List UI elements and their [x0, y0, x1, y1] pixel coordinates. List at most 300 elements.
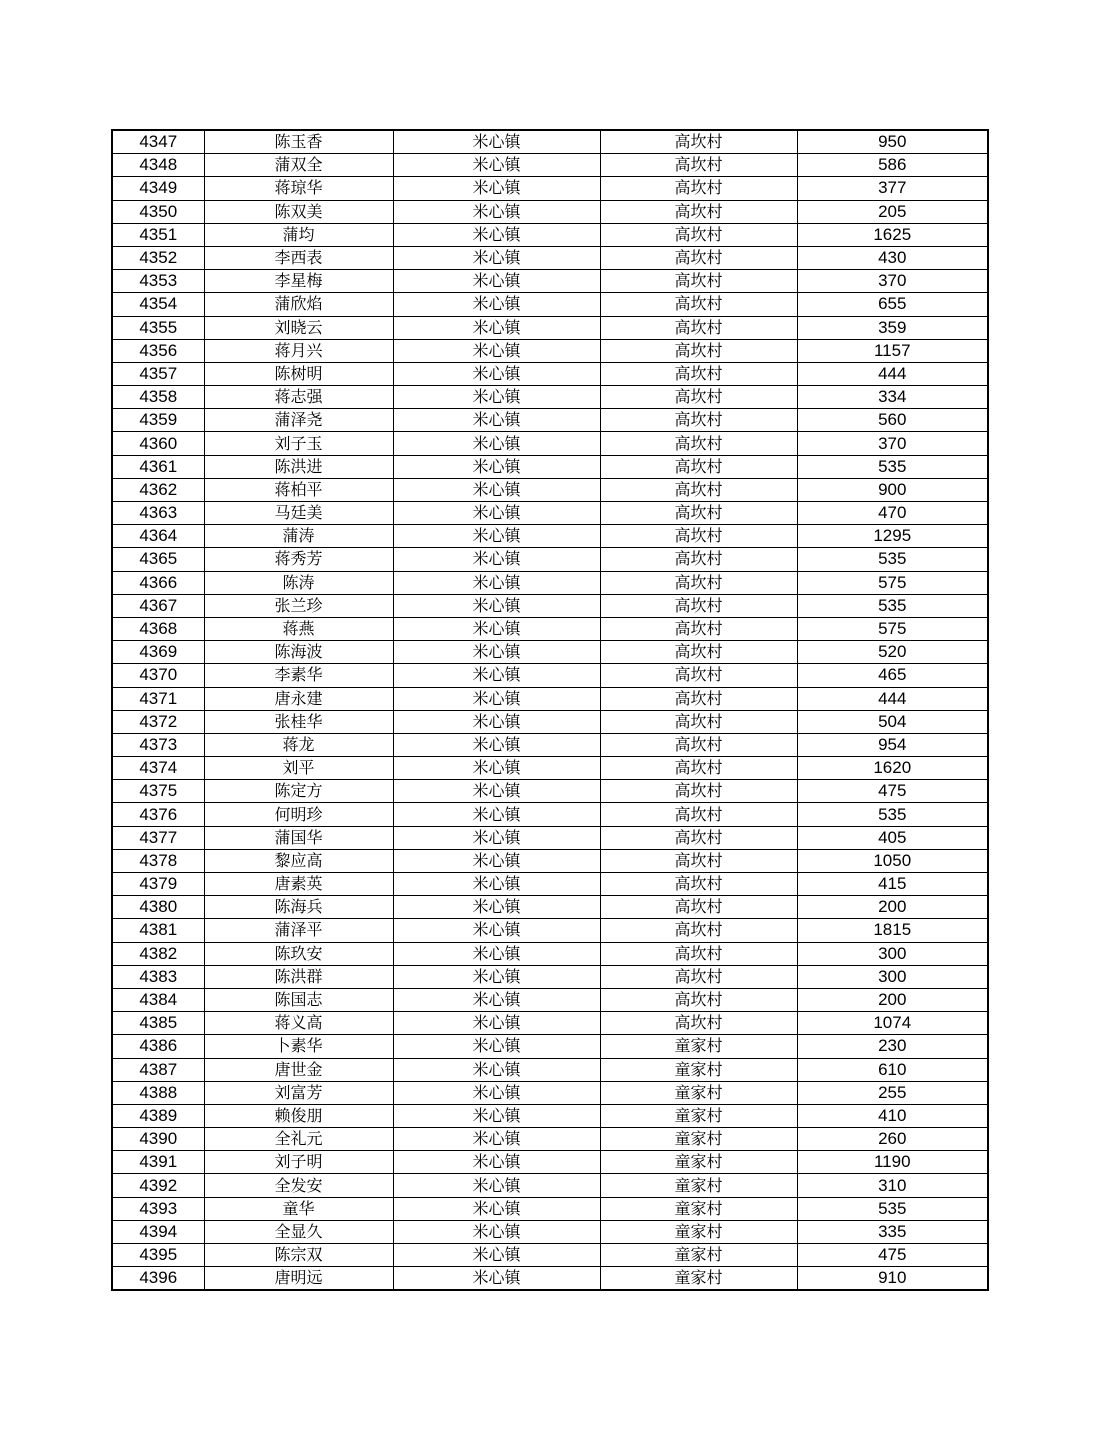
town-cell: 米心镇	[393, 362, 600, 385]
village-cell: 高坎村	[600, 386, 797, 409]
town-cell: 米心镇	[393, 780, 600, 803]
serial-number-cell: 4376	[112, 803, 204, 826]
serial-number-cell: 4352	[112, 246, 204, 269]
name-cell: 陈涛	[204, 571, 393, 594]
village-cell: 童家村	[600, 1058, 797, 1081]
name-cell: 李西表	[204, 246, 393, 269]
village-cell: 高坎村	[600, 339, 797, 362]
serial-number-cell: 4375	[112, 780, 204, 803]
village-cell: 高坎村	[600, 849, 797, 872]
data-table	[111, 129, 989, 1291]
village-cell: 高坎村	[600, 571, 797, 594]
serial-number-cell: 4386	[112, 1035, 204, 1058]
amount-cell: 415	[797, 873, 988, 896]
village-cell: 高坎村	[600, 896, 797, 919]
name-cell: 蒋志强	[204, 386, 393, 409]
name-cell: 陈洪群	[204, 965, 393, 988]
name-cell: 蒋秀芳	[204, 548, 393, 571]
town-cell: 米心镇	[393, 386, 600, 409]
table-row	[112, 1104, 988, 1127]
village-cell: 高坎村	[600, 432, 797, 455]
town-cell: 米心镇	[393, 1012, 600, 1035]
name-cell: 唐永建	[204, 687, 393, 710]
town-cell: 米心镇	[393, 1104, 600, 1127]
amount-cell: 300	[797, 965, 988, 988]
village-cell: 高坎村	[600, 988, 797, 1011]
name-cell: 唐明远	[204, 1267, 393, 1291]
village-cell: 高坎村	[600, 293, 797, 316]
name-cell: 张兰珍	[204, 594, 393, 617]
village-cell: 高坎村	[600, 478, 797, 501]
town-cell: 米心镇	[393, 1244, 600, 1267]
town-cell: 米心镇	[393, 1197, 600, 1220]
serial-number-cell: 4366	[112, 571, 204, 594]
amount-cell: 205	[797, 200, 988, 223]
serial-number-cell: 4387	[112, 1058, 204, 1081]
table-row	[112, 1128, 988, 1151]
table-row	[112, 733, 988, 756]
amount-cell: 900	[797, 478, 988, 501]
name-cell: 陈国志	[204, 988, 393, 1011]
town-cell: 米心镇	[393, 177, 600, 200]
village-cell: 高坎村	[600, 362, 797, 385]
serial-number-cell: 4368	[112, 617, 204, 640]
table-row	[112, 849, 988, 872]
town-cell: 米心镇	[393, 1081, 600, 1104]
town-cell: 米心镇	[393, 200, 600, 223]
village-cell: 高坎村	[600, 826, 797, 849]
town-cell: 米心镇	[393, 455, 600, 478]
table-row	[112, 873, 988, 896]
table-row	[112, 942, 988, 965]
name-cell: 蒲国华	[204, 826, 393, 849]
town-cell: 米心镇	[393, 942, 600, 965]
village-cell: 高坎村	[600, 502, 797, 525]
village-cell: 童家村	[600, 1197, 797, 1220]
table-row	[112, 641, 988, 664]
town-cell: 米心镇	[393, 270, 600, 293]
table-row	[112, 757, 988, 780]
amount-cell: 1050	[797, 849, 988, 872]
serial-number-cell: 4396	[112, 1267, 204, 1291]
village-cell: 童家村	[600, 1244, 797, 1267]
table-row	[112, 246, 988, 269]
serial-number-cell: 4372	[112, 710, 204, 733]
amount-cell: 430	[797, 246, 988, 269]
name-cell: 蒋柏平	[204, 478, 393, 501]
amount-cell: 300	[797, 942, 988, 965]
village-cell: 高坎村	[600, 525, 797, 548]
town-cell: 米心镇	[393, 525, 600, 548]
table-row	[112, 478, 988, 501]
town-cell: 米心镇	[393, 965, 600, 988]
town-cell: 米心镇	[393, 1128, 600, 1151]
table-row	[112, 154, 988, 177]
town-cell: 米心镇	[393, 1058, 600, 1081]
amount-cell: 1625	[797, 223, 988, 246]
table-row	[112, 1244, 988, 1267]
table-row	[112, 919, 988, 942]
amount-cell: 610	[797, 1058, 988, 1081]
town-cell: 米心镇	[393, 130, 600, 154]
serial-number-cell: 4347	[112, 130, 204, 154]
town-cell: 米心镇	[393, 1174, 600, 1197]
amount-cell: 1190	[797, 1151, 988, 1174]
village-cell: 高坎村	[600, 873, 797, 896]
amount-cell: 334	[797, 386, 988, 409]
table-row	[112, 803, 988, 826]
amount-cell: 255	[797, 1081, 988, 1104]
table-row	[112, 525, 988, 548]
village-cell: 高坎村	[600, 710, 797, 733]
serial-number-cell: 4356	[112, 339, 204, 362]
amount-cell: 575	[797, 617, 988, 640]
table-row	[112, 1174, 988, 1197]
town-cell: 米心镇	[393, 757, 600, 780]
table-row	[112, 339, 988, 362]
amount-cell: 560	[797, 409, 988, 432]
table-row	[112, 362, 988, 385]
amount-cell: 535	[797, 548, 988, 571]
amount-cell: 504	[797, 710, 988, 733]
town-cell: 米心镇	[393, 223, 600, 246]
name-cell: 张桂华	[204, 710, 393, 733]
name-cell: 陈海兵	[204, 896, 393, 919]
name-cell: 蒲欣焰	[204, 293, 393, 316]
village-cell: 高坎村	[600, 919, 797, 942]
serial-number-cell: 4385	[112, 1012, 204, 1035]
amount-cell: 444	[797, 687, 988, 710]
name-cell: 蒋琼华	[204, 177, 393, 200]
town-cell: 米心镇	[393, 641, 600, 664]
table-row	[112, 1058, 988, 1081]
amount-cell: 260	[797, 1128, 988, 1151]
town-cell: 米心镇	[393, 478, 600, 501]
amount-cell: 410	[797, 1104, 988, 1127]
table-row	[112, 965, 988, 988]
serial-number-cell: 4391	[112, 1151, 204, 1174]
name-cell: 陈玖安	[204, 942, 393, 965]
amount-cell: 405	[797, 826, 988, 849]
table-row	[112, 455, 988, 478]
amount-cell: 535	[797, 594, 988, 617]
village-cell: 高坎村	[600, 409, 797, 432]
serial-number-cell: 4371	[112, 687, 204, 710]
name-cell: 马廷美	[204, 502, 393, 525]
serial-number-cell: 4393	[112, 1197, 204, 1220]
table-row	[112, 826, 988, 849]
amount-cell: 535	[797, 1197, 988, 1220]
serial-number-cell: 4360	[112, 432, 204, 455]
table-row	[112, 617, 988, 640]
name-cell: 陈树明	[204, 362, 393, 385]
amount-cell: 1620	[797, 757, 988, 780]
name-cell: 全发安	[204, 1174, 393, 1197]
amount-cell: 1815	[797, 919, 988, 942]
name-cell: 蒲泽平	[204, 919, 393, 942]
amount-cell: 370	[797, 432, 988, 455]
village-cell: 高坎村	[600, 223, 797, 246]
table-row	[112, 432, 988, 455]
village-cell: 高坎村	[600, 757, 797, 780]
town-cell: 米心镇	[393, 1151, 600, 1174]
village-cell: 高坎村	[600, 641, 797, 664]
serial-number-cell: 4361	[112, 455, 204, 478]
name-cell: 陈海波	[204, 641, 393, 664]
table-row	[112, 1012, 988, 1035]
town-cell: 米心镇	[393, 826, 600, 849]
village-cell: 高坎村	[600, 617, 797, 640]
amount-cell: 520	[797, 641, 988, 664]
serial-number-cell: 4382	[112, 942, 204, 965]
serial-number-cell: 4388	[112, 1081, 204, 1104]
amount-cell: 335	[797, 1220, 988, 1243]
name-cell: 刘子明	[204, 1151, 393, 1174]
village-cell: 高坎村	[600, 130, 797, 154]
table-row	[112, 200, 988, 223]
name-cell: 蒲双全	[204, 154, 393, 177]
village-cell: 童家村	[600, 1267, 797, 1291]
serial-number-cell: 4390	[112, 1128, 204, 1151]
town-cell: 米心镇	[393, 803, 600, 826]
town-cell: 米心镇	[393, 873, 600, 896]
name-cell: 蒋月兴	[204, 339, 393, 362]
table-row	[112, 1151, 988, 1174]
table-row	[112, 130, 988, 154]
town-cell: 米心镇	[393, 594, 600, 617]
name-cell: 蒲均	[204, 223, 393, 246]
village-cell: 高坎村	[600, 664, 797, 687]
serial-number-cell: 4379	[112, 873, 204, 896]
table-row	[112, 988, 988, 1011]
table-row	[112, 177, 988, 200]
village-cell: 高坎村	[600, 803, 797, 826]
serial-number-cell: 4381	[112, 919, 204, 942]
amount-cell: 377	[797, 177, 988, 200]
village-cell: 童家村	[600, 1220, 797, 1243]
name-cell: 蒋龙	[204, 733, 393, 756]
village-cell: 高坎村	[600, 246, 797, 269]
town-cell: 米心镇	[393, 1035, 600, 1058]
name-cell: 陈宗双	[204, 1244, 393, 1267]
name-cell: 蒋义高	[204, 1012, 393, 1035]
town-cell: 米心镇	[393, 988, 600, 1011]
town-cell: 米心镇	[393, 687, 600, 710]
serial-number-cell: 4349	[112, 177, 204, 200]
table-row	[112, 316, 988, 339]
name-cell: 全显久	[204, 1220, 393, 1243]
name-cell: 陈洪进	[204, 455, 393, 478]
town-cell: 米心镇	[393, 1267, 600, 1291]
table-row	[112, 548, 988, 571]
name-cell: 蒲泽尧	[204, 409, 393, 432]
serial-number-cell: 4367	[112, 594, 204, 617]
amount-cell: 444	[797, 362, 988, 385]
table-row	[112, 1035, 988, 1058]
village-cell: 高坎村	[600, 780, 797, 803]
town-cell: 米心镇	[393, 246, 600, 269]
serial-number-cell: 4395	[112, 1244, 204, 1267]
town-cell: 米心镇	[393, 432, 600, 455]
amount-cell: 475	[797, 1244, 988, 1267]
serial-number-cell: 4374	[112, 757, 204, 780]
amount-cell: 655	[797, 293, 988, 316]
town-cell: 米心镇	[393, 710, 600, 733]
village-cell: 高坎村	[600, 548, 797, 571]
serial-number-cell: 4351	[112, 223, 204, 246]
amount-cell: 200	[797, 988, 988, 1011]
village-cell: 高坎村	[600, 942, 797, 965]
name-cell: 赖俊朋	[204, 1104, 393, 1127]
serial-number-cell: 4373	[112, 733, 204, 756]
table-row	[112, 270, 988, 293]
amount-cell: 954	[797, 733, 988, 756]
village-cell: 童家村	[600, 1128, 797, 1151]
amount-cell: 359	[797, 316, 988, 339]
village-cell: 高坎村	[600, 965, 797, 988]
name-cell: 唐世金	[204, 1058, 393, 1081]
name-cell: 刘晓云	[204, 316, 393, 339]
village-cell: 童家村	[600, 1081, 797, 1104]
town-cell: 米心镇	[393, 733, 600, 756]
amount-cell: 470	[797, 502, 988, 525]
village-cell: 高坎村	[600, 1012, 797, 1035]
serial-number-cell: 4350	[112, 200, 204, 223]
amount-cell: 310	[797, 1174, 988, 1197]
amount-cell: 1074	[797, 1012, 988, 1035]
serial-number-cell: 4357	[112, 362, 204, 385]
village-cell: 高坎村	[600, 594, 797, 617]
table-row	[112, 502, 988, 525]
village-cell: 童家村	[600, 1104, 797, 1127]
serial-number-cell: 4354	[112, 293, 204, 316]
amount-cell: 200	[797, 896, 988, 919]
name-cell: 陈定方	[204, 780, 393, 803]
town-cell: 米心镇	[393, 664, 600, 687]
town-cell: 米心镇	[393, 548, 600, 571]
serial-number-cell: 4365	[112, 548, 204, 571]
serial-number-cell: 4377	[112, 826, 204, 849]
serial-number-cell: 4355	[112, 316, 204, 339]
serial-number-cell: 4359	[112, 409, 204, 432]
serial-number-cell: 4364	[112, 525, 204, 548]
village-cell: 童家村	[600, 1035, 797, 1058]
name-cell: 唐素英	[204, 873, 393, 896]
table-row	[112, 896, 988, 919]
amount-cell: 465	[797, 664, 988, 687]
amount-cell: 230	[797, 1035, 988, 1058]
table-row	[112, 409, 988, 432]
amount-cell: 575	[797, 571, 988, 594]
serial-number-cell: 4384	[112, 988, 204, 1011]
serial-number-cell: 4378	[112, 849, 204, 872]
table-row	[112, 1081, 988, 1104]
town-cell: 米心镇	[393, 571, 600, 594]
town-cell: 米心镇	[393, 919, 600, 942]
amount-cell: 1157	[797, 339, 988, 362]
amount-cell: 1295	[797, 525, 988, 548]
serial-number-cell: 4394	[112, 1220, 204, 1243]
table-row	[112, 571, 988, 594]
table-row	[112, 664, 988, 687]
serial-number-cell: 4389	[112, 1104, 204, 1127]
amount-cell: 910	[797, 1267, 988, 1291]
name-cell: 全礼元	[204, 1128, 393, 1151]
town-cell: 米心镇	[393, 502, 600, 525]
serial-number-cell: 4380	[112, 896, 204, 919]
town-cell: 米心镇	[393, 339, 600, 362]
serial-number-cell: 4369	[112, 641, 204, 664]
table-row	[112, 594, 988, 617]
village-cell: 童家村	[600, 1151, 797, 1174]
table-body	[112, 130, 988, 1290]
town-cell: 米心镇	[393, 293, 600, 316]
name-cell: 陈双美	[204, 200, 393, 223]
table-row	[112, 1220, 988, 1243]
amount-cell: 535	[797, 455, 988, 478]
village-cell: 高坎村	[600, 455, 797, 478]
name-cell: 蒋燕	[204, 617, 393, 640]
village-cell: 高坎村	[600, 200, 797, 223]
table-row	[112, 1267, 988, 1291]
amount-cell: 475	[797, 780, 988, 803]
name-cell: 刘平	[204, 757, 393, 780]
name-cell: 何明珍	[204, 803, 393, 826]
name-cell: 蒲涛	[204, 525, 393, 548]
name-cell: 李星梅	[204, 270, 393, 293]
amount-cell: 535	[797, 803, 988, 826]
town-cell: 米心镇	[393, 409, 600, 432]
serial-number-cell: 4363	[112, 502, 204, 525]
serial-number-cell: 4383	[112, 965, 204, 988]
town-cell: 米心镇	[393, 154, 600, 177]
name-cell: 卜素华	[204, 1035, 393, 1058]
village-cell: 高坎村	[600, 687, 797, 710]
village-cell: 高坎村	[600, 177, 797, 200]
town-cell: 米心镇	[393, 1220, 600, 1243]
amount-cell: 586	[797, 154, 988, 177]
name-cell: 刘子玉	[204, 432, 393, 455]
table-row	[112, 1197, 988, 1220]
amount-cell: 370	[797, 270, 988, 293]
serial-number-cell: 4362	[112, 478, 204, 501]
town-cell: 米心镇	[393, 316, 600, 339]
village-cell: 童家村	[600, 1174, 797, 1197]
name-cell: 刘富芳	[204, 1081, 393, 1104]
serial-number-cell: 4358	[112, 386, 204, 409]
table-row	[112, 687, 988, 710]
village-cell: 高坎村	[600, 154, 797, 177]
town-cell: 米心镇	[393, 849, 600, 872]
town-cell: 米心镇	[393, 617, 600, 640]
name-cell: 陈玉香	[204, 130, 393, 154]
table-row	[112, 386, 988, 409]
serial-number-cell: 4370	[112, 664, 204, 687]
table-row	[112, 780, 988, 803]
village-cell: 高坎村	[600, 270, 797, 293]
town-cell: 米心镇	[393, 896, 600, 919]
table-row	[112, 293, 988, 316]
name-cell: 黎应高	[204, 849, 393, 872]
table-row	[112, 223, 988, 246]
serial-number-cell: 4348	[112, 154, 204, 177]
serial-number-cell: 4392	[112, 1174, 204, 1197]
amount-cell: 950	[797, 130, 988, 154]
serial-number-cell: 4353	[112, 270, 204, 293]
name-cell: 李素华	[204, 664, 393, 687]
table-row	[112, 710, 988, 733]
village-cell: 高坎村	[600, 733, 797, 756]
